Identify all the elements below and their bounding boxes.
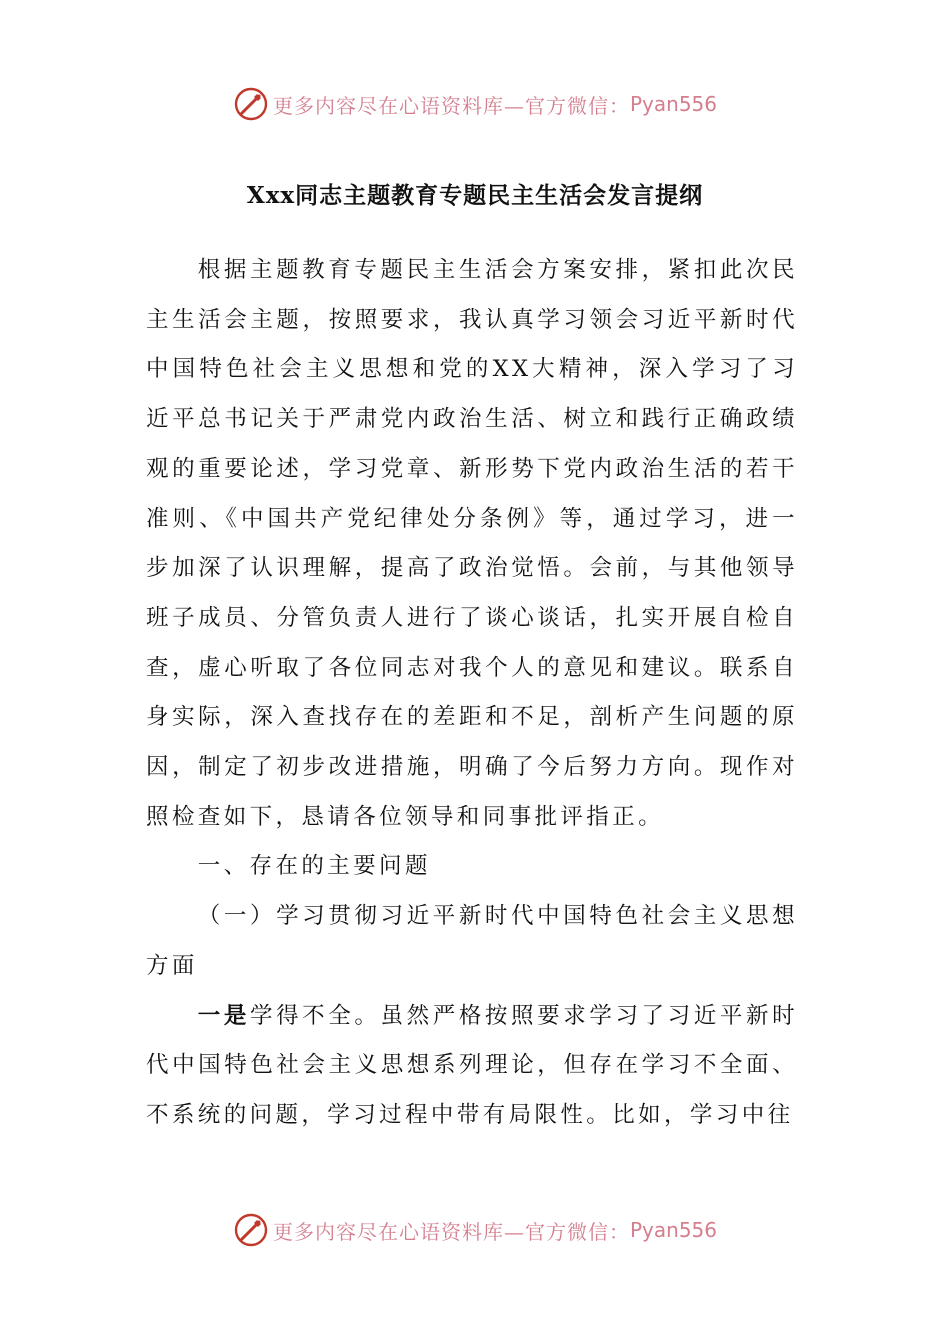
watermark-wechat-id: Pyan556 <box>629 1218 717 1242</box>
subsection-heading: （一）学习贯彻习近平新时代中国特色社会主义思想方面 <box>146 903 798 979</box>
point-lead: 一是 <box>197 1002 250 1029</box>
watermark-wechat-id: Pyan556 <box>629 92 717 116</box>
point-text: 学得不全。虽然严格按照要求学习了习近平新时代中国特色社会主义思想系列理论，但存在学习不全面、不系统的问题，学习过程中带有局限性。比如，学习中往 <box>146 1002 798 1128</box>
watermark-footer <box>0 1210 950 1250</box>
watermark-header <box>0 84 950 124</box>
intro-paragraph: 根据主题教育专题民主生活会方案安排，紧扣此次民主生活会主题，按照要求，我认真学习领会习近平新时代中国特色社会主义思想和党的XX大精神，深入学习了习近平总书记关于严肃党内政治生活、树立和践行正确政绩观的重要论述，学习党章、新形势下党内政治生活的若干准则、《中国共产党纪律处分条例》等，通过学习，进一步加深了认识理解，提高了政治觉悟。会前，与其他领导班子成员、分管负责人进行了谈心谈话，扎实开展自检自查，虚心听取了各位同志对我个人的意见和建议。联系自身实际，深入查找存在的差距和不足，剖析产生问题的原因，制定了初步改进措施，明确了今后努力方向。现作对照检查如下，恳请各位领导和同事批评指正。 <box>146 257 798 830</box>
point-paragraph <box>146 992 798 1141</box>
document-body <box>146 246 798 1141</box>
pen-logo-icon <box>233 1212 269 1248</box>
document-title: Xxx同志主题教育专题民主生活会发言提纲 <box>246 182 704 209</box>
watermark-text: 更多内容尽在心语资料库—官方微信： <box>272 1219 630 1244</box>
section-heading: 一、存在的主要问题 <box>197 853 431 880</box>
pen-logo-icon <box>233 86 269 122</box>
watermark-text: 更多内容尽在心语资料库—官方微信： <box>272 93 630 118</box>
